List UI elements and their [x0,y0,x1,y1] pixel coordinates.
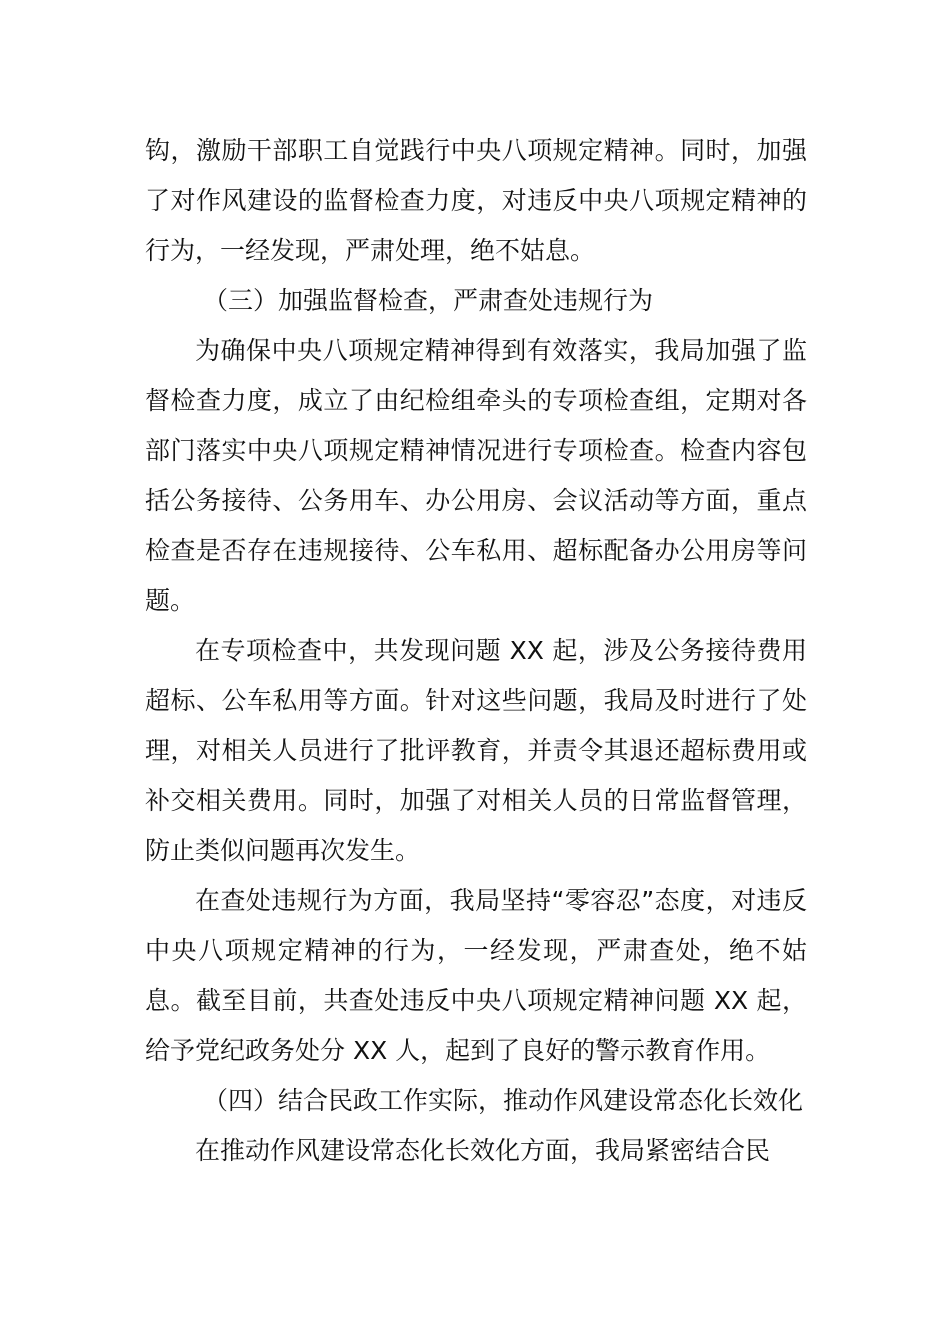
document-body [145,126,807,1176]
section-heading-3: （三）加强监督检查，严肃查处违规行为 [203,286,654,315]
paragraph: 在推动作风建设常态化长效化方面，我局紧密结合民 [195,1136,771,1165]
section-heading-4: （四）结合民政工作实际，推动作风建设常态化长效化 [203,1086,804,1115]
paragraph: 为确保中央八项规定精神得到有效落实，我局加强了监督检查力度，成立了由纪检组牵头的专项检查组，定期对各部门落实中央八项规定精神情况进行专项检查。检查内容包括公务接待、公务用车、办公用房、会议活动等方面，重点检查是否存在违规接待、公车私用、超标配备办公用房等问题。 [145,336,807,615]
paragraph-continuation: 钩，激励干部职工自觉践行中央八项规定精神。同时，加强了对作风建设的监督检查力度，对违反中央八项规定精神的行为，一经发现，严肃处理，绝不姑息。 [145,136,807,265]
paragraph: 在专项检查中，共发现问题 XX 起，涉及公务接待费用超标、公车私用等方面。针对这些问题，我局及时进行了处理，对相关人员进行了批评教育，并责令其退还超标费用或补交相关费用。同时，加强了对相关人员的日常监督管理，防止类似问题再次发生。 [145,636,807,865]
paragraph: 在查处违规行为方面，我局坚持“零容忍”态度，对违反中央八项规定精神的行为，一经发现，严肃查处，绝不姑息。截至目前，共查处违反中央八项规定精神问题 XX 起，给予党纪政务处分 XX 人，起到了良好的警示教育作用。 [145,886,807,1065]
